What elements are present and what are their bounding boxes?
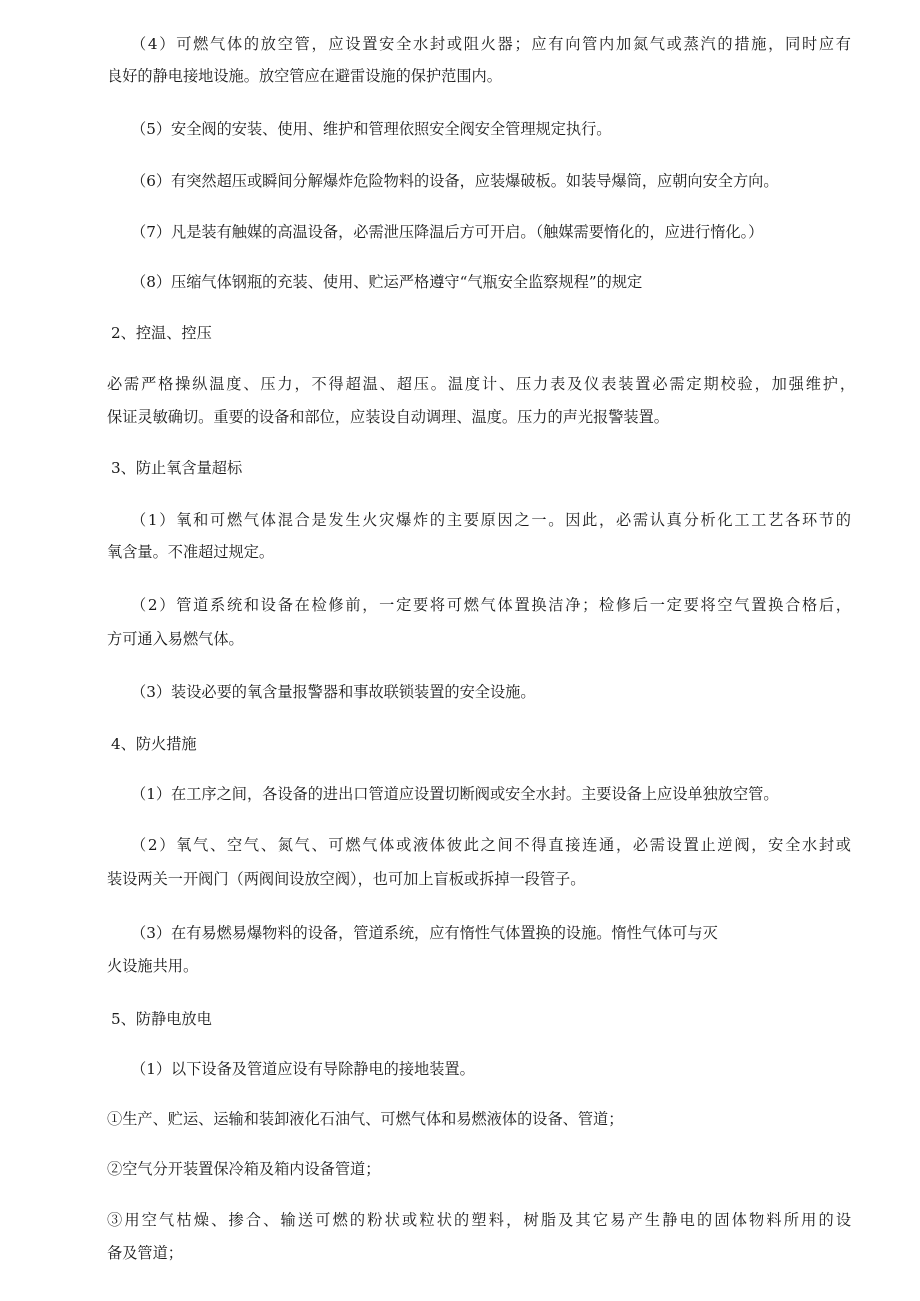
paragraph-line: 保证灵敏确切。重要的设备和部位，应装设自动调理、温度。压力的声光报警装置。	[107, 408, 669, 426]
paragraph-line: （1）以下设备及管道应设有导除静电的接地装置。	[131, 1060, 475, 1078]
paragraph-line: （2）氧气、空气、氮气、可燃气体或液体彼此之间不得直接连通，必需设置止逆阀，安全水封或	[131, 836, 851, 854]
paragraph-line: 方可通入易燃气体。	[107, 630, 244, 648]
section-heading: 5、防静电放电	[111, 1010, 212, 1028]
paragraph-line: （7）凡是装有触媒的高温设备，必需泄压降温后方可开启。（触媒需要惰化的，应进行惰化。）	[131, 223, 764, 241]
paragraph-line: （3）在有易燃易爆物料的设备，管道系统，应有惰性气体置换的设施。惰性气体可与灭	[131, 924, 718, 942]
paragraph-line: （4）可燃气体的放空管，应设置安全水封或阻火器；应有向管内加氮气或蒸汽的措施，同时应有	[131, 35, 851, 53]
list-item: 备及管道；	[107, 1244, 183, 1262]
section-heading: 3、防止氧含量超标	[111, 459, 243, 477]
paragraph-line: （3）装设必要的氧含量报警器和事故联锁装置的安全设施。	[131, 683, 536, 701]
paragraph-line: （5）安全阀的安装、使用、维护和管理依照安全阀安全管理规定执行。	[131, 120, 612, 138]
paragraph-line: 装设两关一开阀门（两阀间设放空阀），也可加上盲板或拆掉一段管子。	[107, 870, 586, 888]
list-item: ②空气分开装置保冷箱及箱内设备管道；	[107, 1160, 381, 1178]
paragraph-line: （1）在工序之间，各设备的进出口管道应设置切断阀或安全水封。主要设备上应设单独放空管。	[131, 785, 779, 803]
paragraph-line: （2）管道系统和设备在检修前，一定要将可燃气体置换洁净；检修后一定要将空气置换合格后，	[131, 596, 851, 614]
paragraph-line: 氧含量。不准超过规定。	[107, 543, 275, 561]
paragraph-line: 良好的静电接地设施。放空管应在避雷设施的保护范围内。	[107, 67, 502, 85]
paragraph-line: （6）有突然超压或瞬间分解爆炸危险物料的设备，应装爆破板。如装导爆筒，应朝向安全方向。	[131, 172, 779, 190]
paragraph-line: 火设施共用。	[107, 957, 199, 975]
paragraph-line: （8）压缩气体钢瓶的充装、使用、贮运严格遵守“气瓶安全监察规程”的规定	[131, 273, 643, 291]
paragraph-line: （1）氧和可燃气体混合是发生火灾爆炸的主要原因之一。因此，必需认真分析化工工艺各环节的	[131, 511, 851, 529]
paragraph-line: 必需严格操纵温度、压力，不得超温、超压。温度计、压力表及仪表装置必需定期校验，加强维护，	[107, 375, 855, 393]
list-item: ③用空气枯燥、掺合、输送可燃的粉状或粒状的塑料，树脂及其它易产生静电的固体物料所用的设	[107, 1211, 851, 1229]
list-item: ①生产、贮运、运输和装卸液化石油气、可燃气体和易燃液体的设备、管道；	[107, 1110, 624, 1128]
section-heading: 2、控温、控压	[111, 324, 212, 342]
section-heading: 4、防火措施	[111, 735, 197, 753]
